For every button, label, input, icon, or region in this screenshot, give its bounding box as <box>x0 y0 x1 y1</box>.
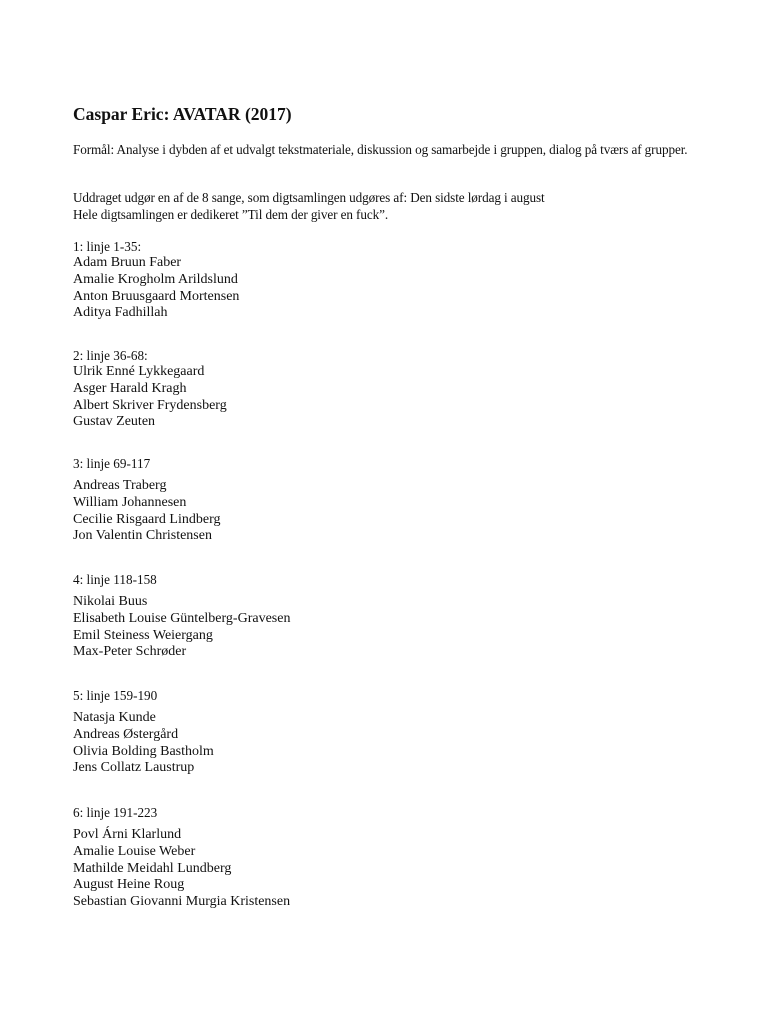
member-name: Elisabeth Louise Güntelberg-Gravesen <box>73 610 291 626</box>
group-4 <box>73 571 290 661</box>
member-name: Albert Skriver Frydensberg <box>73 397 227 413</box>
member-list <box>73 478 220 545</box>
purpose-paragraph: Formål: Analyse i dybden af et udvalgt tekstmateriale, diskussion og samarbejde i gruppen, dialog på tværs af grupper. <box>73 142 688 157</box>
member-name: Natasja Kunde <box>73 710 156 725</box>
member-name: Adam Bruun Faber <box>73 255 182 270</box>
group-heading: 4: linje 118-158 <box>73 572 157 587</box>
member-name: Aditya Fadhillah <box>73 305 168 321</box>
member-name: Andreas Traberg <box>73 478 167 493</box>
member-name: Anton Bruusgaard Mortensen <box>73 288 240 304</box>
group-heading: 2: linje 36-68: <box>73 348 148 363</box>
member-name: Emil Steiness Weiergang <box>73 627 213 643</box>
group-heading: 3: linje 69-117 <box>73 456 151 471</box>
member-list <box>73 594 290 661</box>
member-name: Gustav Zeuten <box>73 414 156 430</box>
member-name: Jon Valentin Christensen <box>73 528 212 544</box>
group-2 <box>73 347 227 431</box>
group-5 <box>73 687 214 777</box>
group-heading: 6: linje 191-223 <box>73 805 158 820</box>
intro-line-1: Uddraget udgør en af de 8 sange, som digtsamlingen udgøres af: Den sidste lørdag i august <box>73 190 545 205</box>
document-title: Caspar Eric: AVATAR (2017) <box>73 104 292 124</box>
group-heading: 1: linje 1-35: <box>73 239 142 254</box>
member-name: William Johannesen <box>73 494 187 510</box>
member-name: Sebastian Giovanni Murgia Kristensen <box>73 894 291 910</box>
group-1 <box>73 238 239 322</box>
member-name: Ulrik Enné Lykkegaard <box>73 364 205 379</box>
member-name: Jens Collatz Laustrup <box>73 760 195 776</box>
group-6 <box>73 804 290 911</box>
intro-line-2: Hele digtsamlingen er dedikeret ”Til dem der giver en fuck”. <box>73 207 389 222</box>
member-list <box>73 255 239 322</box>
member-list <box>73 710 214 777</box>
member-name: Asger Harald Kragh <box>73 380 187 396</box>
group-3 <box>73 455 220 545</box>
member-name: Amalie Krogholm Arildslund <box>73 271 238 287</box>
member-name: Olivia Bolding Bastholm <box>73 743 214 759</box>
member-list <box>73 827 290 911</box>
member-name: Cecilie Risgaard Lindberg <box>73 511 221 527</box>
member-name: Nikolai Buus <box>73 594 148 609</box>
member-name: Amalie Louise Weber <box>73 843 196 859</box>
member-name: Mathilde Meidahl Lundberg <box>73 860 232 876</box>
member-name: Povl Árni Klarlund <box>73 827 182 842</box>
member-name: Andreas Østergård <box>73 726 179 742</box>
member-name: August Heine Roug <box>73 877 185 893</box>
group-heading: 5: linje 159-190 <box>73 688 158 703</box>
intro-paragraph <box>73 189 693 223</box>
member-name: Max-Peter Schrøder <box>73 644 187 660</box>
member-list <box>73 364 227 431</box>
